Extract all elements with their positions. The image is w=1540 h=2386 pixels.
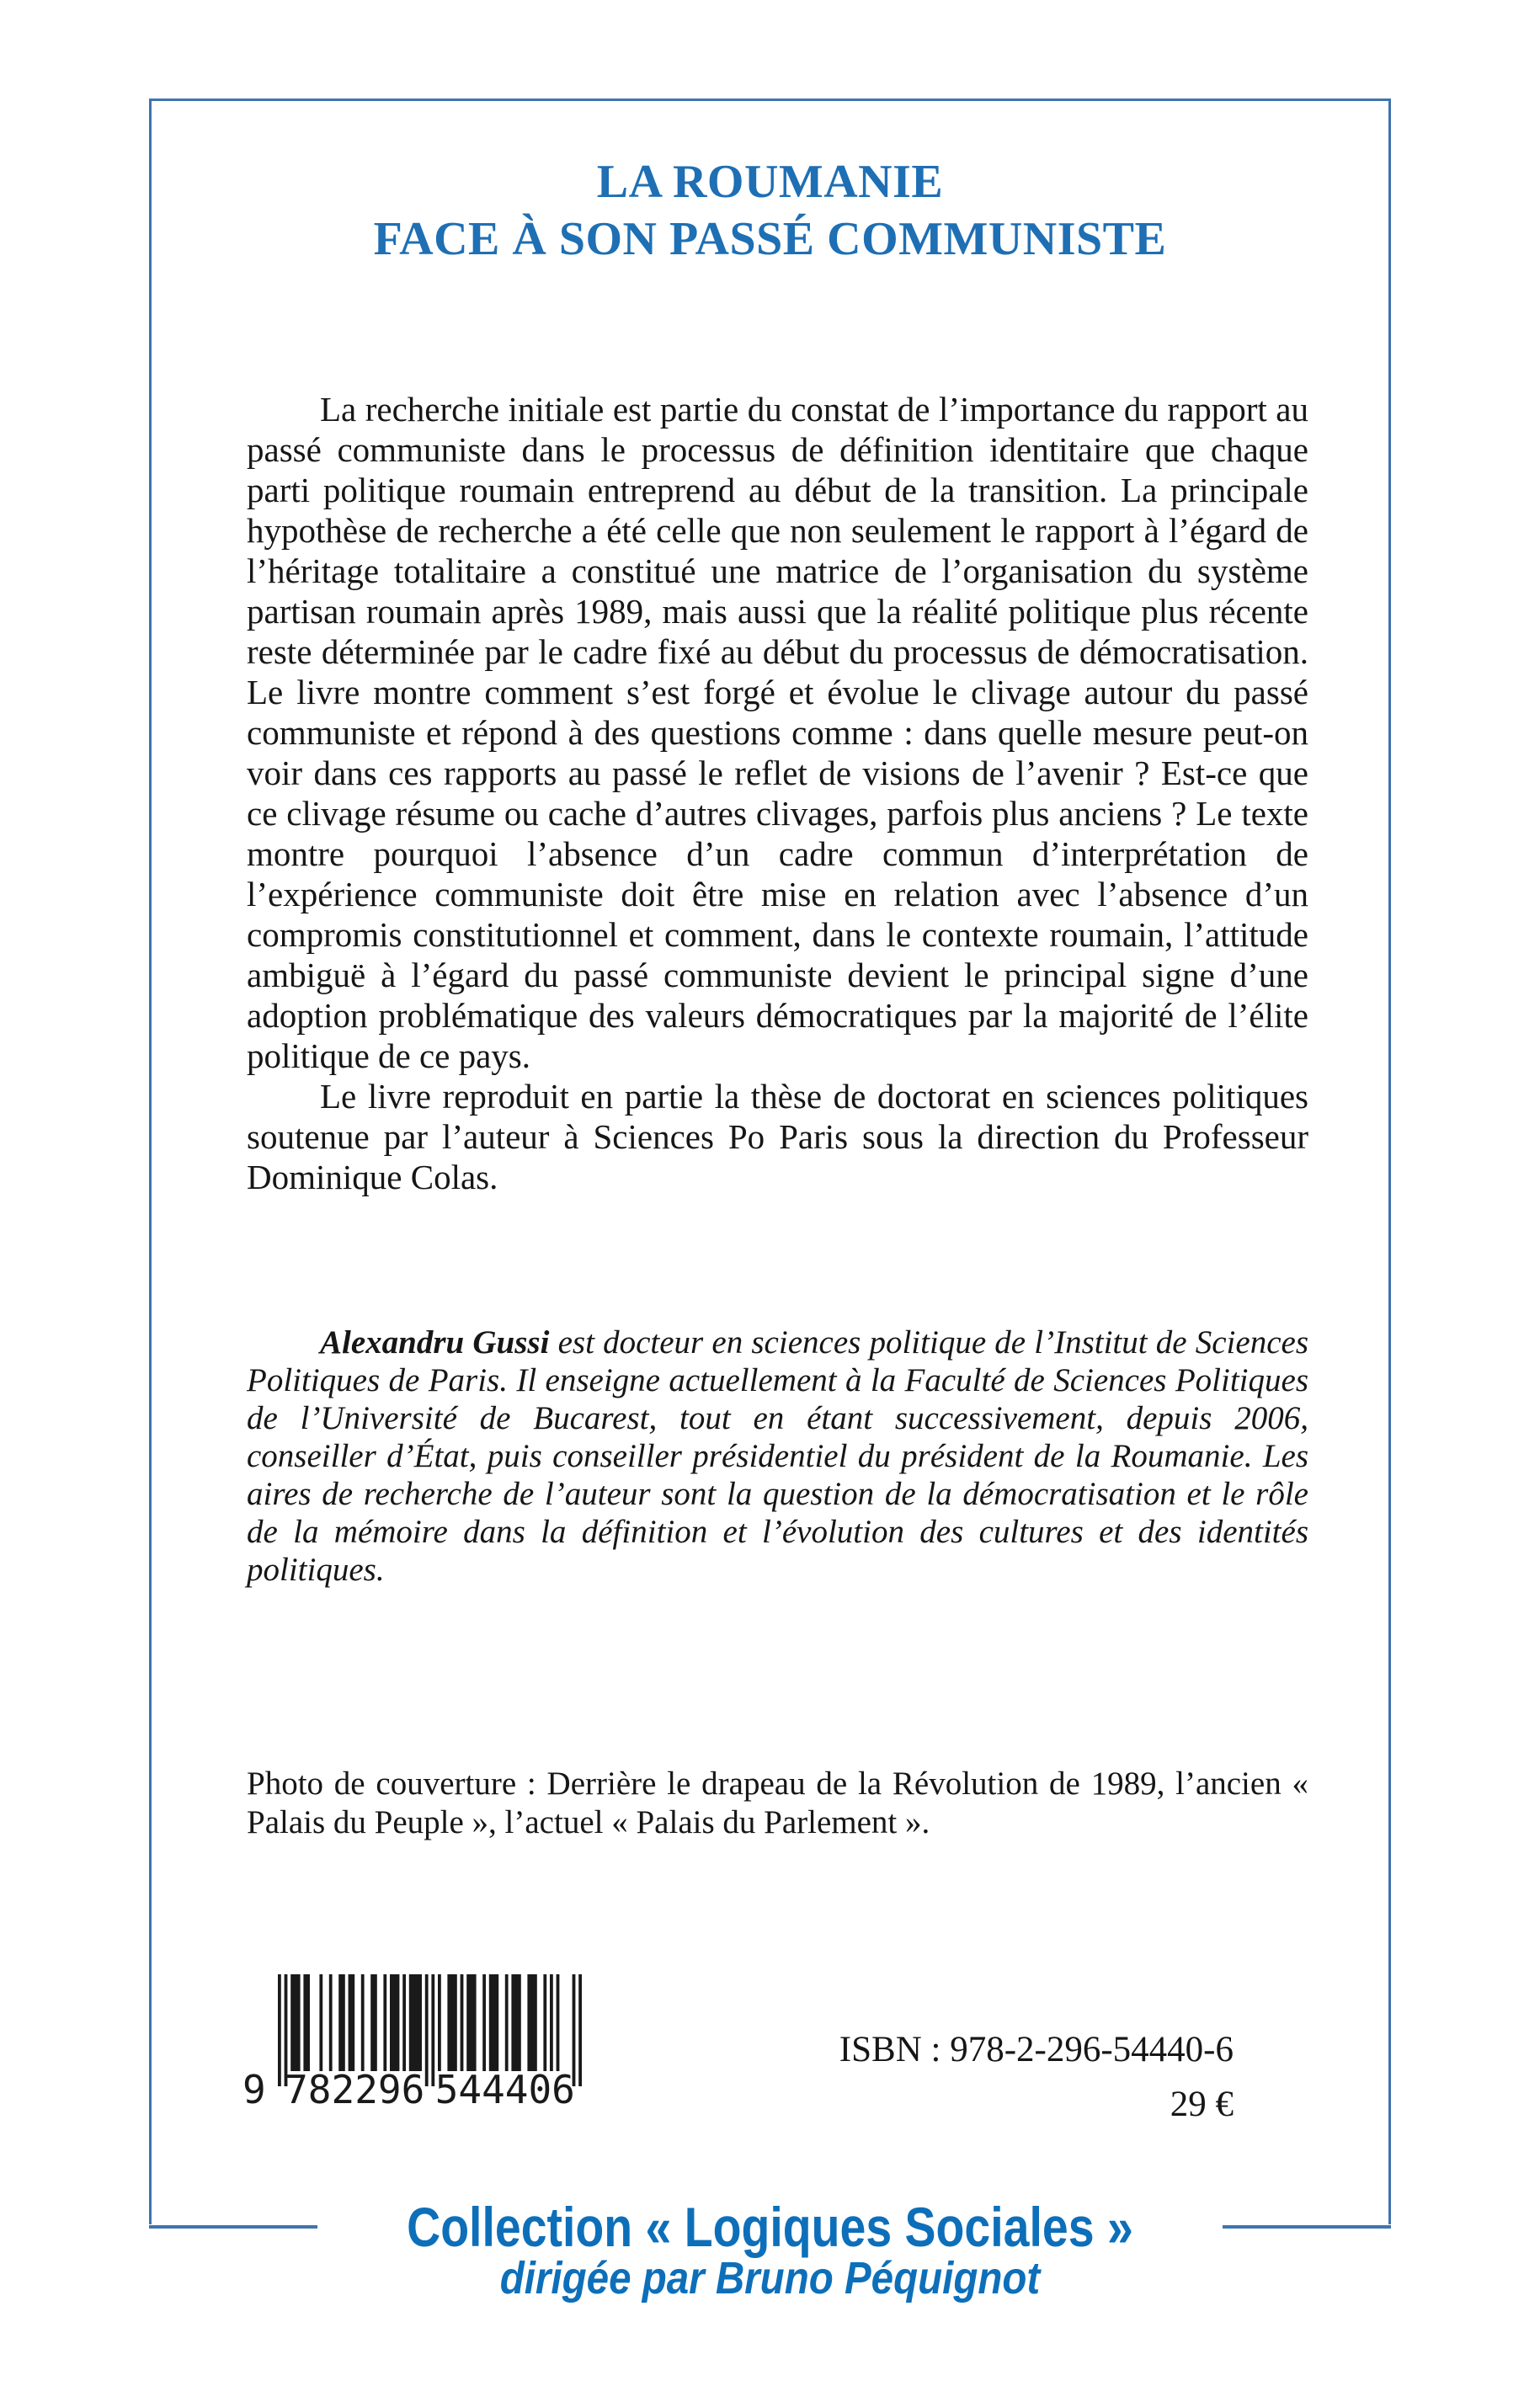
isbn-block — [839, 2029, 1234, 2126]
ean13-barcode — [242, 1973, 588, 2109]
synopsis-paragraph-1: La recherche initiale est partie du constat de l’importance du rapport au passé communiste dans le processus de définition identitaire que chaque parti politique roumain entreprend au début de la transition. La principale hypothèse de recherche a été celle que non seulement le rapport à l’égard de l’héritage totalitaire a constitué une matrice de l’organisation du système partisan roumain après 1989, mais aussi que la réalité politique plus récente reste déterminée par le cadre fixé au début du processus de démocratisation. Le livre montre comment s’est forgé et évolue le clivage autour du passé communiste et répond à des questions comme : dans quelle mesure peut-on voir dans ces rapports au passé le reflet de visions de l’avenir ? Est-ce que ce clivage résume ou cache d’autres clivages, parfois plus anciens ? Le texte montre pourquoi l’absence d’un cadre commun d’interprétation de l’expérience communiste doit être mise en relation avec l’absence d’un compromis constitutionnel et comment, dans le contexte roumain, l’attitude ambiguë à l’égard du passé communiste devient le principal signe d’une adoption problématique des valeurs démocratiques par la majorité de l’élite politique de ce pays. — [247, 390, 1308, 1075]
photo-credit: Photo de couverture : Derrière le drapeau de la Révolution de 1989, l’ancien « Palais du Peuple », l’actuel « Palais du Parlement ». — [247, 1766, 1308, 1840]
isbn-number: ISBN : 978-2-296-54440-6 — [839, 2030, 1234, 2069]
synopsis-paragraph-2: Le livre reproduit en partie la thèse de doctorat en sciences politiques soutenue par l’auteur à Sciences Po Paris sous la direction du Professeur Dominique Colas. — [247, 1077, 1308, 1196]
band-line-right — [1223, 2225, 1391, 2229]
svg-text:544406: 544406 — [434, 2067, 575, 2109]
price: 29 € — [1170, 2085, 1234, 2124]
author-name: Alexandru Gussi — [320, 1324, 550, 1361]
book-title-line1: LA ROUMANIE — [596, 156, 944, 208]
svg-text:9: 9 — [242, 2067, 266, 2109]
book-title — [0, 153, 1540, 268]
band-line-left — [149, 2225, 317, 2229]
author-bio-text: est docteur en sciences politique de l’Institut de Sciences Politiques de Paris. Il enseigne actuellement à la Faculté de Sciences Politiques de l’Université de Bucarest, tout en étant successivement, depuis 2006, conseiller d’État, puis conseiller présidentiel du président de la Roumanie. Les aires de recherche de l’auteur sont la question de la démocratisation et le rôle de la mémoire dans la définition et l’évolution des cultures et des identités politiques. — [247, 1324, 1308, 1588]
author-bio — [247, 1323, 1308, 1589]
collection-band — [149, 2196, 1391, 2303]
book-title-line2: FACE À SON PASSÉ COMMUNISTE — [373, 213, 1167, 265]
collection-director: dirigée par Bruno Péquignot — [499, 2253, 1041, 2303]
synopsis — [247, 389, 1308, 1197]
svg-text:782296: 782296 — [285, 2067, 425, 2109]
collection-name: Collection « Logiques Sociales » — [407, 2196, 1133, 2258]
collection-text — [317, 2196, 1223, 2303]
